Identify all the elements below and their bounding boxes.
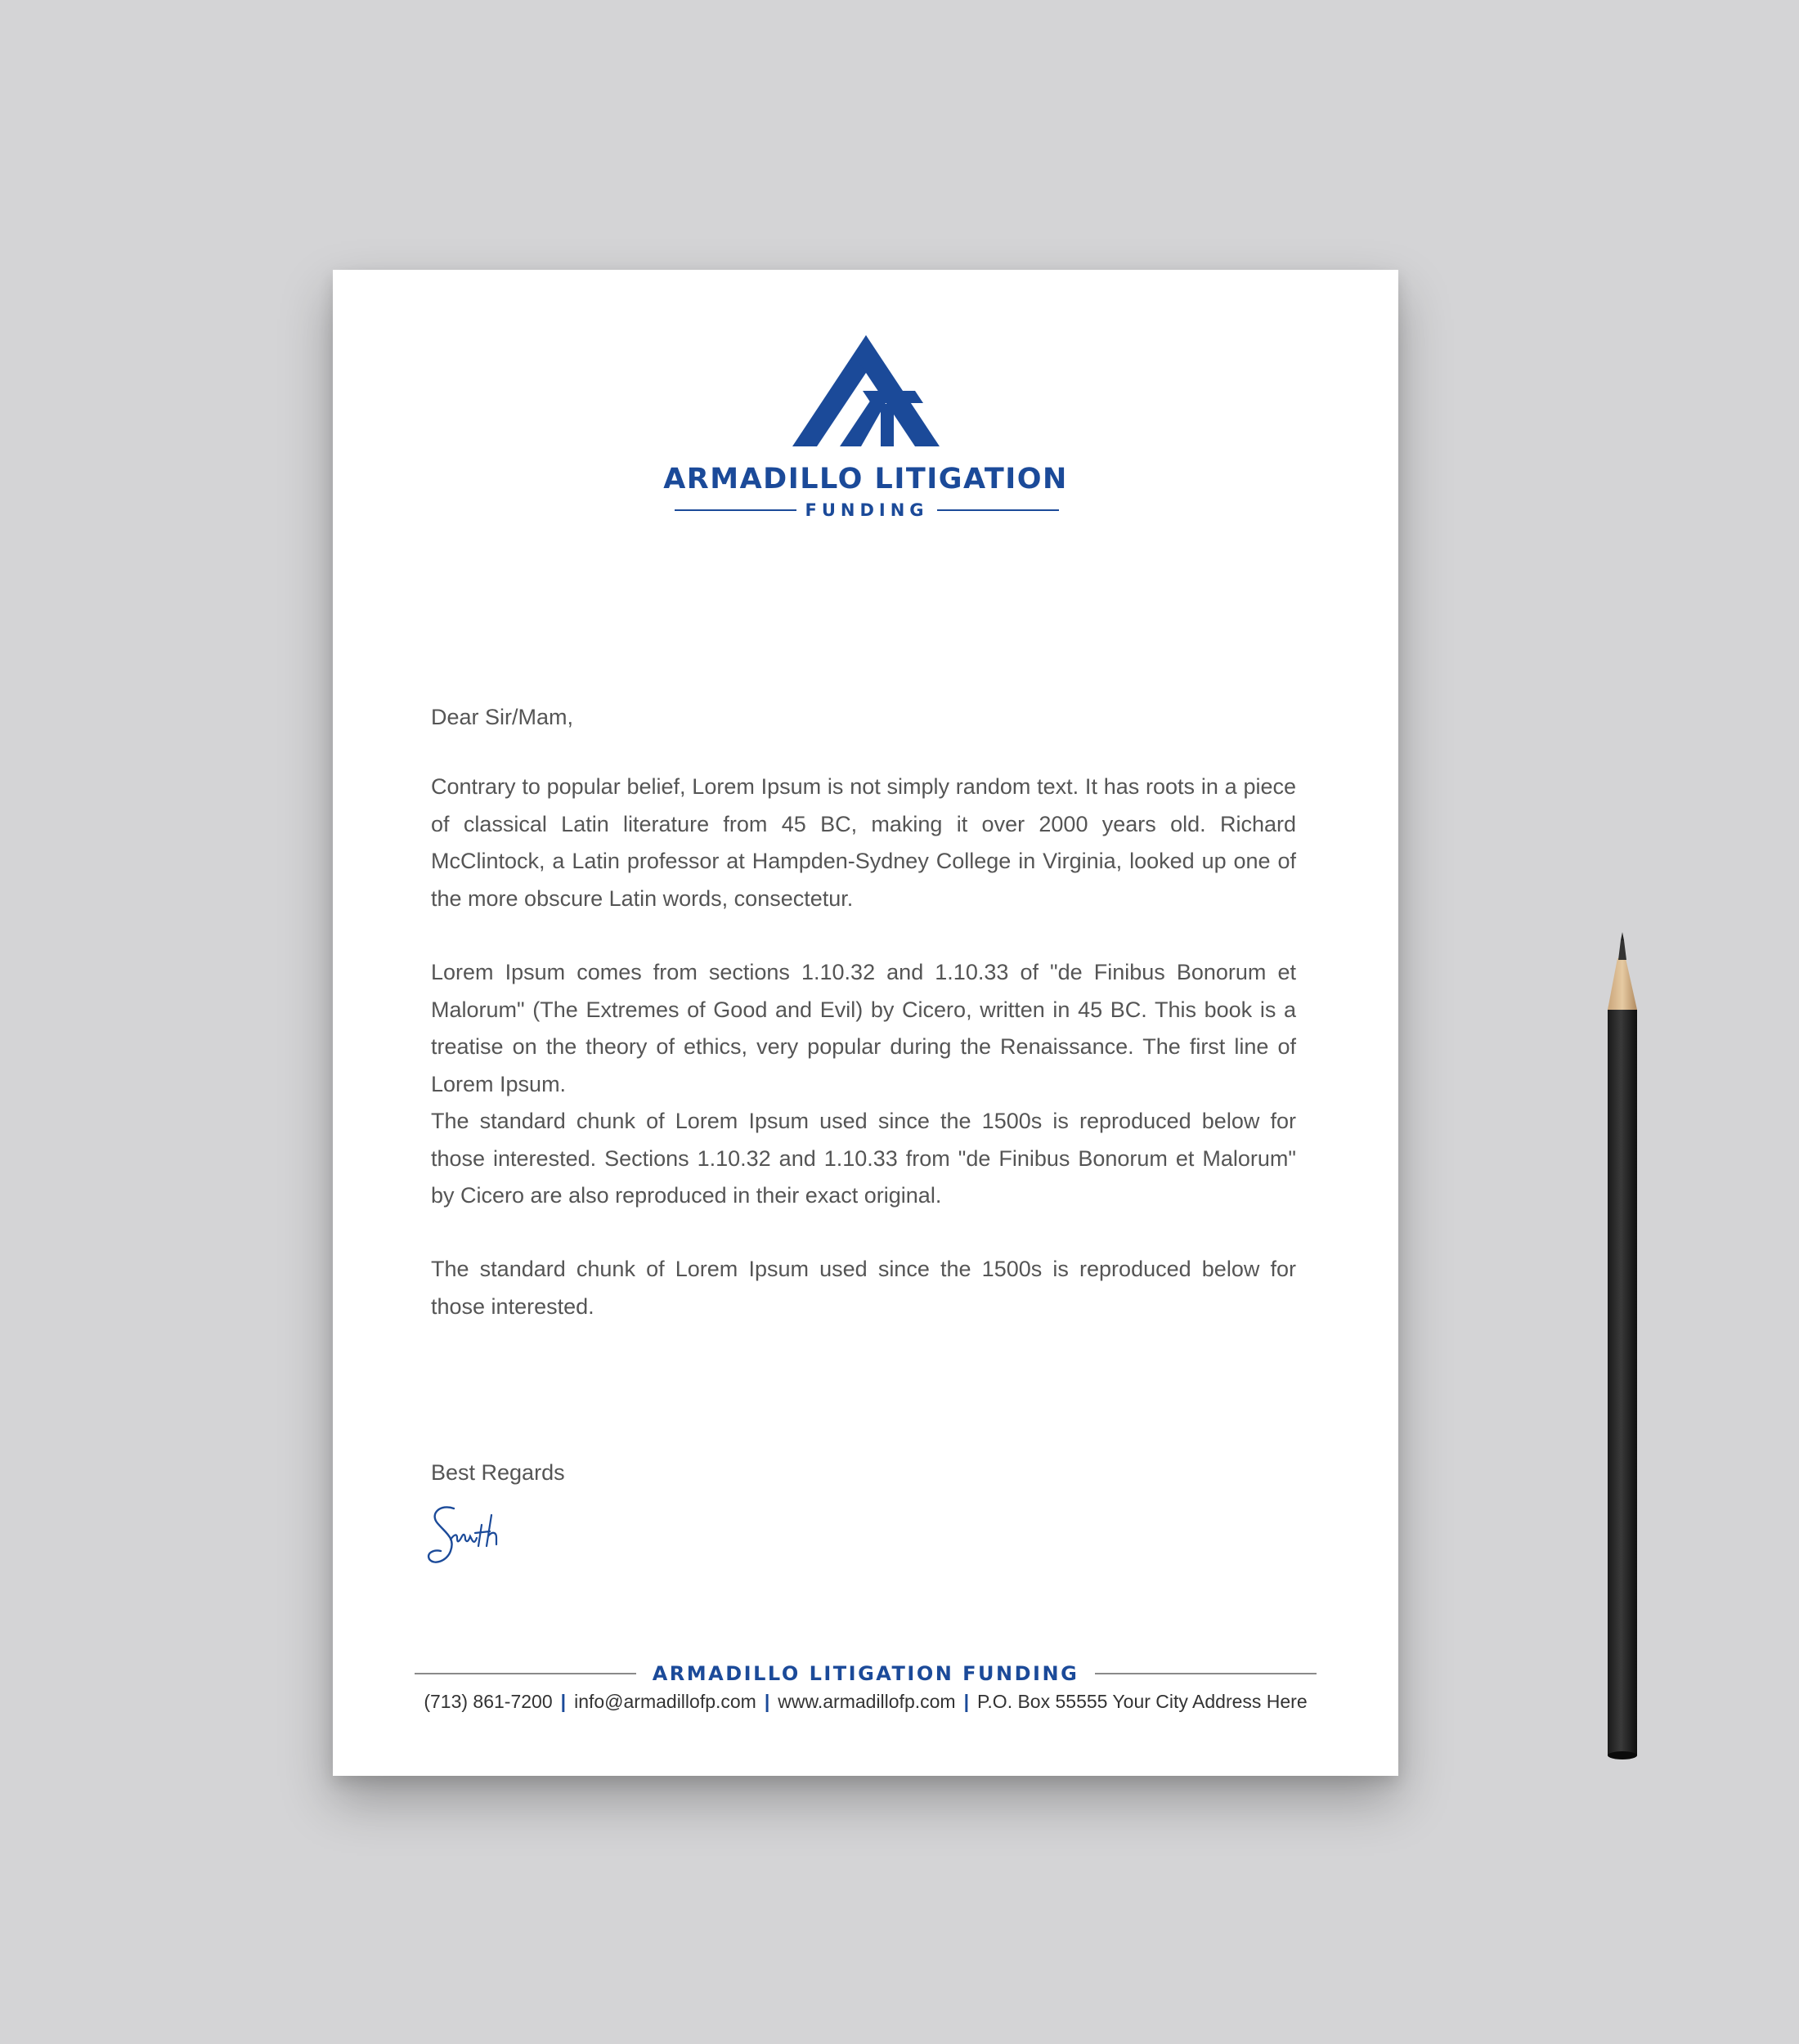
footer-separator: | bbox=[963, 1691, 970, 1712]
footer-website[interactable]: www.armadillofp.com bbox=[778, 1691, 956, 1712]
footer-title-row bbox=[415, 1660, 1317, 1688]
letter-paragraph-4: The standard chunk of Lorem Ipsum used since the 1500s is reproduced below for those interested. bbox=[431, 1257, 1296, 1319]
footer-email[interactable]: info@armadillofp.com bbox=[574, 1691, 756, 1712]
footer-address: P.O. Box 55555 Your City Address Here bbox=[977, 1691, 1308, 1712]
letter-closing: Best Regards bbox=[431, 1460, 565, 1485]
signature bbox=[423, 1500, 521, 1574]
logo-right-rule bbox=[937, 509, 1059, 511]
letterhead-paper bbox=[333, 270, 1398, 1776]
company-logo-icon bbox=[792, 335, 940, 446]
logo-subtitle: FUNDING bbox=[805, 500, 929, 520]
footer-left-rule bbox=[415, 1673, 636, 1674]
footer-right-rule bbox=[1095, 1673, 1317, 1674]
letter-paragraph-2: Lorem Ipsum comes from sections 1.10.32 and 1.10.33 of "de Finibus Bonorum et Malorum" (The Extremes of Good and Evil) by Cicero, written in 45 BC. This book is a treatise on the theory of ethics, very popular during the Renaissance. The first line of Lorem Ipsum. bbox=[431, 960, 1296, 1096]
logo-left-rule bbox=[675, 509, 796, 511]
footer-separator: | bbox=[560, 1691, 567, 1712]
footer-company-name: ARMADILLO LITIGATION FUNDING bbox=[652, 1662, 1079, 1685]
pencil-icon bbox=[1604, 932, 1645, 1766]
letter-paragraph-1: Contrary to popular belief, Lorem Ipsum is not simply random text. It has roots in a piece of classical Latin literature from 45 BC, making it over 2000 years old. Richard McClintock, a Latin professor at Hampden-Sydney College in Virginia, looked up one of the more obscure Latin words, consectetur. bbox=[431, 774, 1296, 911]
letter-greeting: Dear Sir/Mam, bbox=[431, 705, 574, 729]
footer-phone: (713) 861-7200 bbox=[424, 1691, 553, 1712]
letter-paragraph-3: The standard chunk of Lorem Ipsum used since the 1500s is reproduced below for those interested. Sections 1.10.32 and 1.10.33 from "de Finibus Bonorum et Malorum" by Cicero are also reproduced in their exact original. bbox=[431, 1109, 1296, 1208]
logo-subtitle-row bbox=[675, 498, 1059, 522]
footer-separator: | bbox=[764, 1691, 770, 1712]
footer-contact-row bbox=[333, 1691, 1398, 1713]
logo-company-name: ARMADILLO LITIGATION bbox=[663, 463, 1068, 495]
